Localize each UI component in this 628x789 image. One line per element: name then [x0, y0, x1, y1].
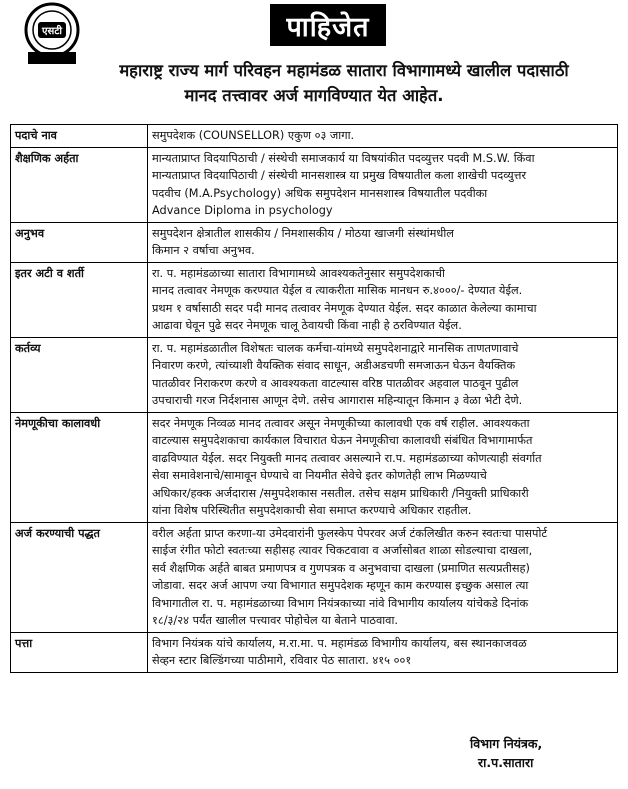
content-line: वरील अर्हता प्राप्त करणा-या उमेदवारांनी फुलस्केप पेपरवर अर्ज टंकलिखीत करुन स्वतःचा पासपोर्ट: [152, 526, 548, 540]
content-line: वाढविण्यात येईल. सदर नियुक्ती मानद तत्वावर असल्याने रा.प. महामंडळाच्या कोणत्याही संवर्गात: [152, 451, 542, 465]
row-label: पदाचे नाव: [11, 125, 148, 148]
row-content: [148, 632, 618, 672]
content-line: निवारण करणे, त्यांच्याशी वैयक्तिक संवाद साधून, अडीअडचणी समजाऊन घेऊन वैयक्तिक: [152, 359, 516, 372]
table-row: [11, 125, 618, 148]
row-content: [148, 147, 618, 222]
row-label: पत्ता: [11, 632, 148, 672]
content-line: सेवा समावेशनाचे/सामावून घेण्याचे वा नियमीत सेवेचे इतर कोणतेही लाभ मिळण्याचे: [152, 469, 487, 482]
content-line: सदर नेमणूक निव्वळ मानद तत्वावर असून नेमणूकीच्या कालावधी एक वर्ष राहील. आवश्यकता: [152, 416, 530, 430]
table-row: [11, 147, 618, 222]
row-label: कर्तव्य: [11, 337, 148, 412]
row-content: [148, 262, 618, 337]
content-line: वाटल्यास समुपदेशकाचा कार्यकाल विचारात घेऊन नेमणूकीचा कालावधी संबंधित विभागामार्फत: [152, 434, 533, 447]
table-row: [11, 522, 618, 632]
content-line: जोडावा. सदर अर्ज आपण ज्या विभागात समुपदेशक म्हणून काम करण्यास इच्छुक असाल त्या: [152, 579, 529, 592]
row-label: नेमणूकीचा कालावधी: [11, 412, 148, 522]
content-line: मान्यताप्राप्त विदयापिठाची / संस्थेची मानसशास्त्र या प्रमुख विषयातील कला शाखेची पदव्युत्तर: [152, 169, 527, 182]
content-line: यांना विशेष परिस्थितीत समुपदेशकाची सेवा समाप्त करण्याचे अधिकार राहतील.: [152, 504, 472, 517]
row-content: [148, 337, 618, 412]
logo-text: एसटी: [42, 26, 62, 37]
table-row: [11, 632, 618, 672]
content-line: सर्व शैक्षणिक अर्हते बाबत प्रमाणपत्र व गुणपत्रक व अनुभवाचा दाखला (प्रमाणित सत्यप्रतीसह): [152, 561, 530, 575]
msrtc-logo: [24, 2, 80, 68]
row-label: इतर अटी व शर्ती: [11, 262, 148, 337]
subtitle-line-1: महाराष्ट्र राज्य मार्ग परिवहन महामंडळ सातारा विभागामध्ये खालील पदासाठी: [119, 61, 569, 80]
content-line: उपचाराची गरज निर्दशनास आणून देणे. तसेच आगारास महिन्यातून किमान ३ वेळा भेटी देणे.: [152, 394, 523, 407]
content-line: पातळीवर निराकरण करणे व आवश्यकता वाटल्यास वरिष्ठ पातळीवर अहवाल पाठवून पुढील: [152, 376, 519, 390]
row-content: [148, 412, 618, 522]
content-line: विभाग नियंत्रक यांचे कार्यालय, म.रा.मा. प. महामंडळ विभागीय कार्यालय, बस स्थानकाजवळ: [152, 636, 527, 650]
table-row: [11, 412, 618, 522]
row-label: शैक्षणिक अर्हता: [11, 147, 148, 222]
header: [0, 0, 628, 50]
table-row: [11, 337, 618, 412]
table-row: [11, 222, 618, 262]
details-table: [10, 124, 618, 673]
content-line: १८/३/२४ पर्यंत खालील पत्त्यावर पोहोचेल या बेताने पाठवावा.: [152, 614, 398, 627]
content-line: आढावा घेवून पुढे सदर नेमणूक चालू ठेवायची किंवा नाही हे ठरविण्यात येईल.: [152, 319, 462, 332]
row-content: [148, 222, 618, 262]
content-line: समुपदेशन क्षेत्रातील शासकीय / निमशासकीय / मोठया खाजगी संस्थांमधील: [152, 226, 454, 240]
st-emblem-icon: [24, 2, 80, 68]
content-line: अधिकार/हक्क अर्जदारास /समुपदेशकास नसतील. तसेच सक्षम प्राधिकारी /नियुक्ती प्राधिकारी: [152, 486, 529, 500]
signature-office: रा.प.सातारा: [478, 755, 534, 770]
row-label: अनुभव: [11, 222, 148, 262]
row-content: [148, 522, 618, 632]
content-line: मान्यताप्राप्त विदयापिठाची / संस्थेची समाजकार्य या विषयांकीत पदव्युत्तर पदवी M.S.W. किंवा: [152, 151, 535, 165]
row-content: [148, 125, 618, 148]
signature-title: विभाग नियंत्रक,: [470, 736, 543, 751]
content-line: मानद तत्वावर नेमणूक करण्यात येईल व त्याकरीता मासिक मानधन रु.४०००/- देण्यात येईल.: [152, 284, 523, 297]
content-line: रा. प. महामंडळातील विशेषतः चालक कर्मचा-यांमध्ये समुपदेशनाद्वारे मानसिक ताणतणावाचे: [152, 341, 519, 355]
content-line: Advance Diploma in psychology: [152, 204, 333, 217]
content-line: रा. प. महामंडळाच्या सातारा विभागामध्ये आवश्यकतेनुसार समुपदेशकाची: [152, 266, 445, 280]
page-title: पाहिजेत: [270, 4, 386, 46]
subtitle-line-2: मानद तत्त्वावर अर्ज मागविण्यात येत आहेत.: [184, 86, 444, 105]
signature-block: [470, 734, 542, 772]
content-line: पदवीच (M.A.Psychology) अधिक समुपदेशन मानसशास्त्र विषयातील पदवीका: [152, 186, 488, 200]
content-line: सेव्हन स्टार बिल्डिंगच्या पाठीमागे, रविवार पेठ सातारा. ४१५ ००१: [152, 654, 412, 667]
table-row: [11, 262, 618, 337]
content-line: समुपदेशक (COUNSELLOR) एकुण ०३ जागा.: [152, 129, 355, 142]
content-line: साईज रंगीत फोटो स्वतःच्या सहीसह त्यावर चिकटवावा व अर्जासोबत शाळा सोडल्याचा दाखला,: [152, 544, 533, 557]
content-line: प्रथम १ वर्षासाठी सदर पदी मानद तत्वावर नेमणूक देण्यात येईल. सदर काळात केलेल्या कामाचा: [152, 301, 537, 315]
content-line: किमान २ वर्षाचा अनुभव.: [152, 244, 255, 257]
content-line: विभागातील रा. प. महामंडळाच्या विभाग नियंत्रकाच्या नांवे विभागीय कार्यालय यांचेकडे दिनांक: [152, 596, 529, 610]
row-label: अर्ज करण्याची पद्धत: [11, 522, 148, 632]
